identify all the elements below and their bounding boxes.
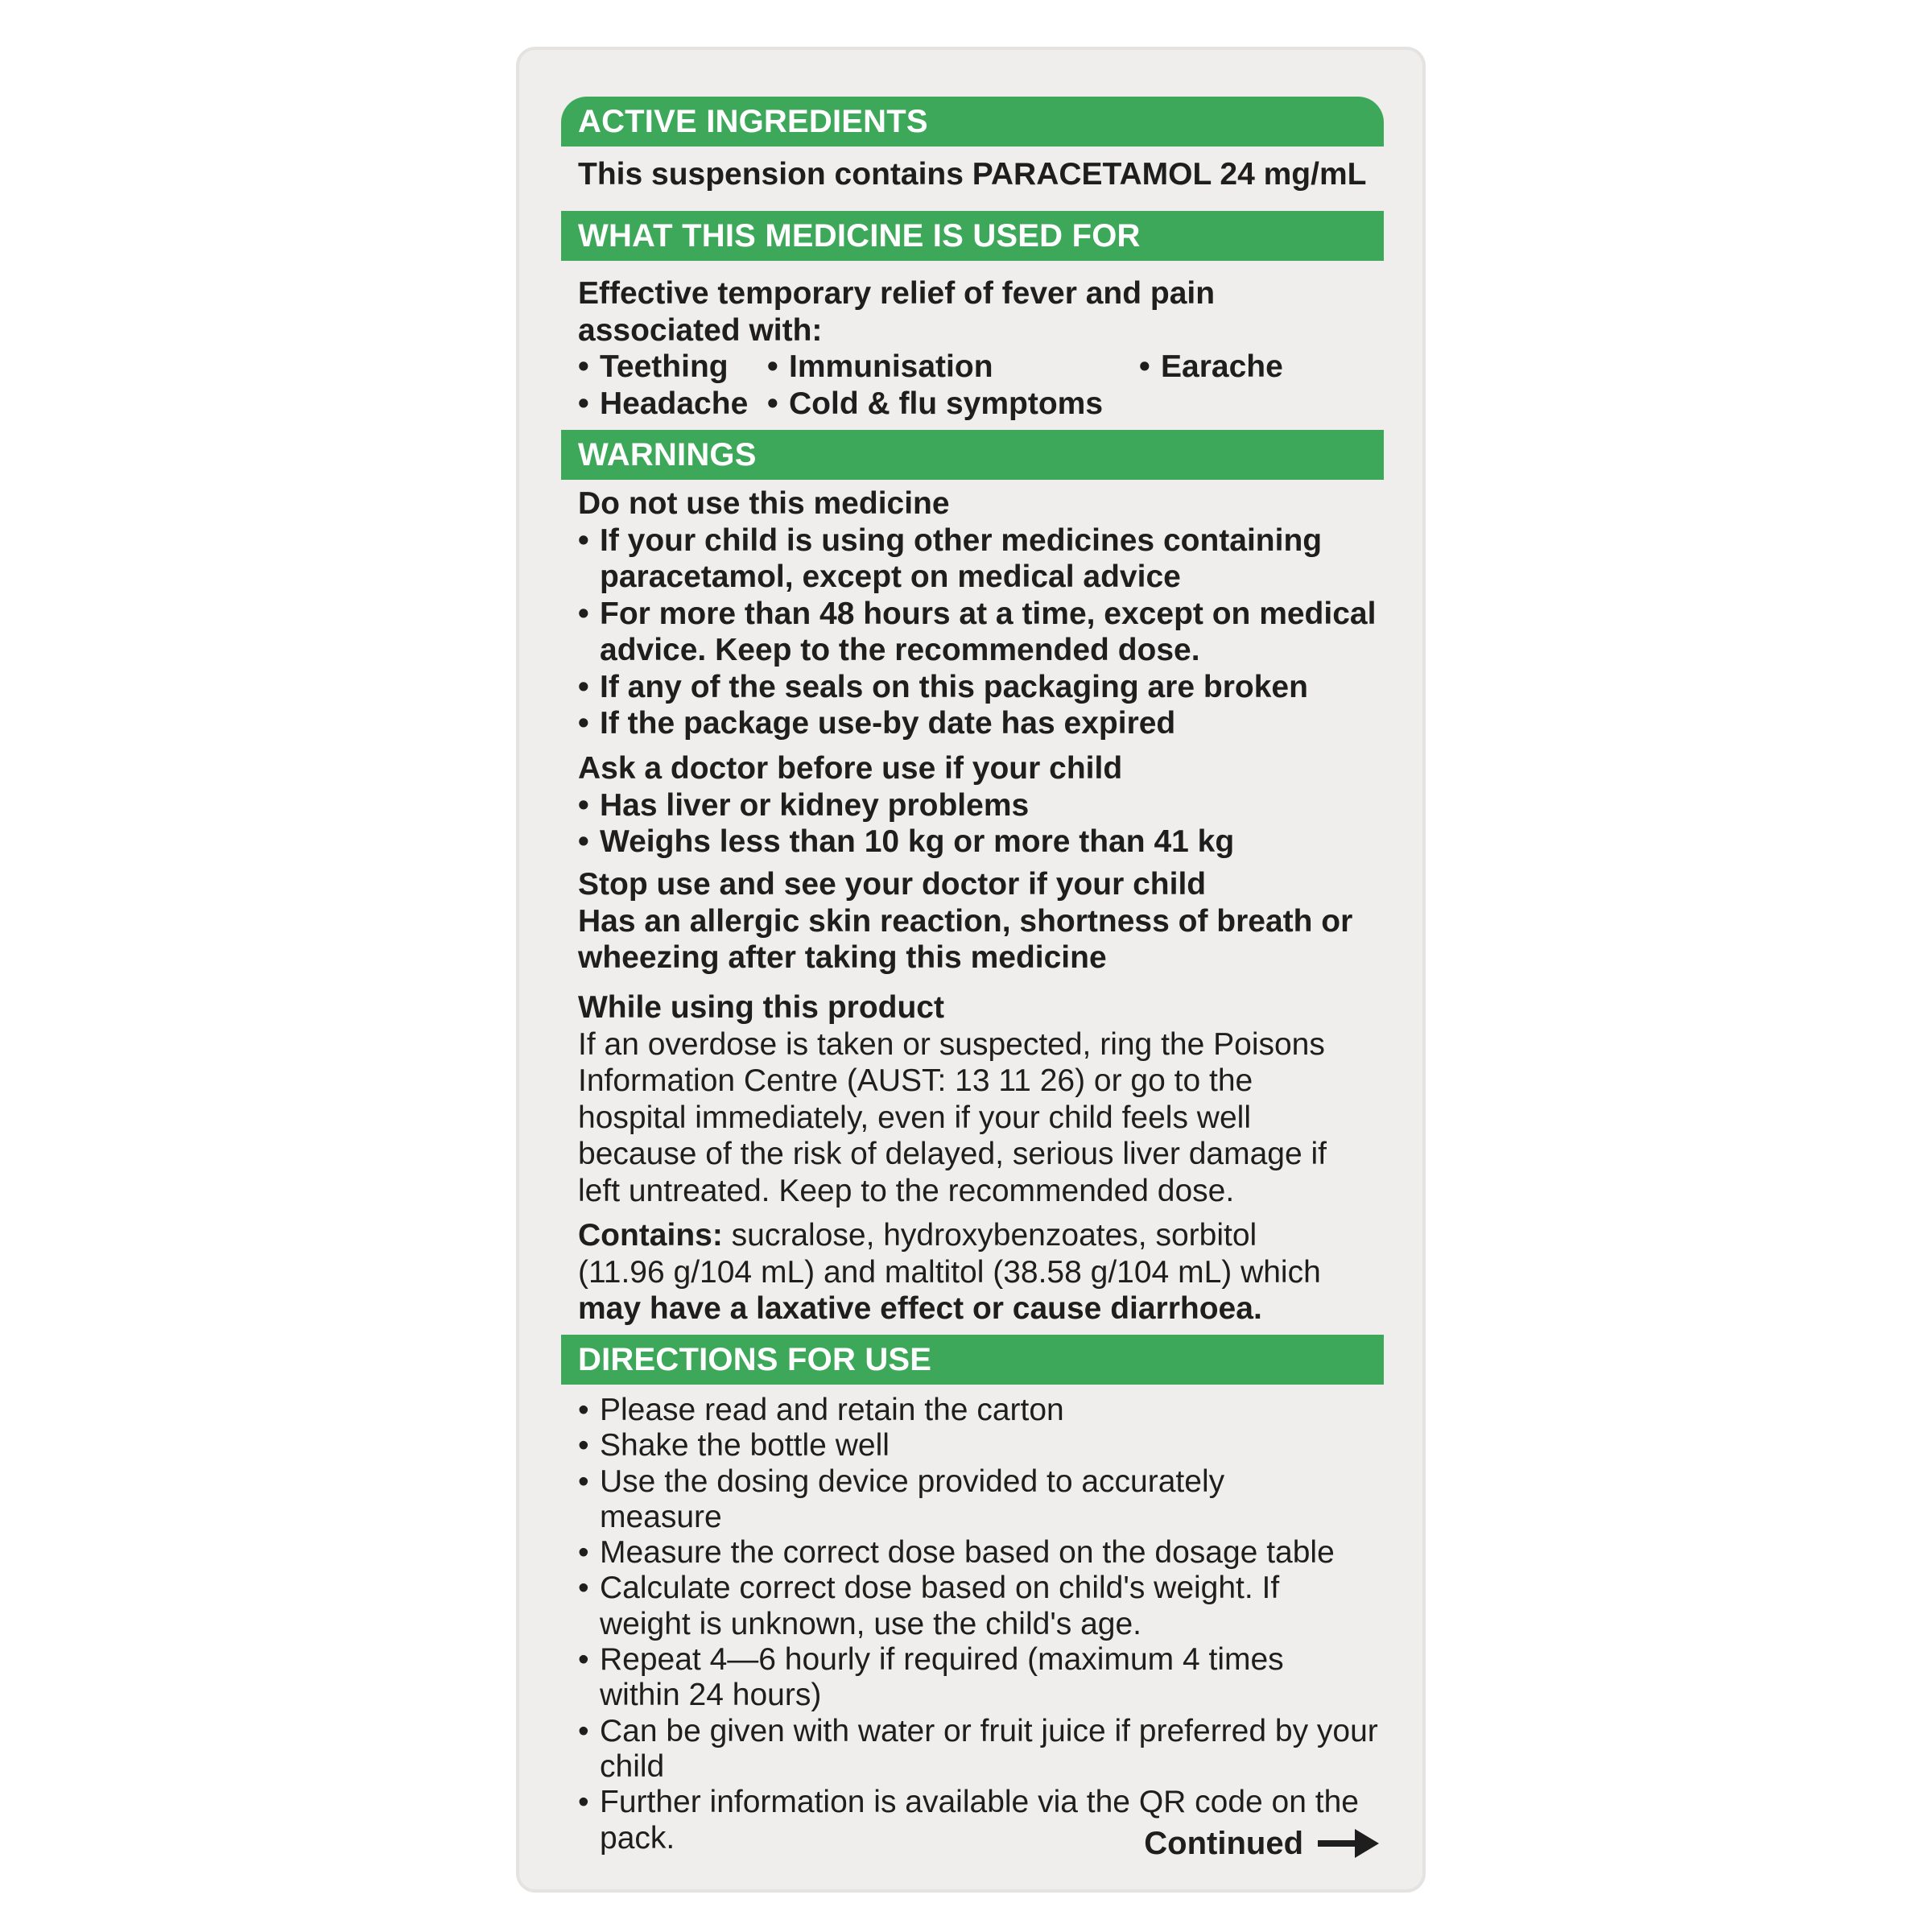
warnings-block-1: [578, 485, 1383, 742]
ask-doctor-title: Ask a doctor before use if your child: [578, 751, 1123, 786]
while-using-line: hospital immediately, even if your child feels well: [578, 1100, 1251, 1135]
do-not-use-title: Do not use this medicine: [578, 486, 950, 521]
active-ingredients-header: ACTIVE INGREDIENTS: [561, 97, 1384, 147]
list-item: • Has liver or kidney problems: [578, 787, 1234, 824]
active-ingredients-text: This suspension contains PARACETAMOL 24 mg/mL: [578, 157, 1367, 192]
stop-use-title: Stop use and see your doctor if your child: [578, 867, 1207, 902]
while-using-line: Information Centre (AUST: 13 11 26) or go to the: [578, 1063, 1253, 1098]
directions-list: [578, 1393, 1383, 1856]
stop-use-text: wheezing after taking this medicine: [578, 940, 1107, 975]
list-item: • If your child is using other medicines containing paracetamol, except on medical advice: [578, 522, 1348, 596]
directions-header: DIRECTIONS FOR USE: [561, 1335, 1384, 1385]
medicine-label-panel: [516, 47, 1426, 1893]
list-item: • Calculate correct dose based on child's weight. If weight is unknown, use the child's age.: [578, 1571, 1308, 1642]
used-for-list-col2: [767, 349, 1103, 422]
used-for-intro-line: associated with:: [578, 312, 823, 348]
continued-label: Continued: [1144, 1826, 1303, 1861]
contains-text: sucralose, hydroxybenzoates, sorbitol: [722, 1218, 1257, 1253]
used-for-intro-line: Effective temporary relief of fever and pain: [578, 276, 1216, 311]
warnings-block-2: [578, 750, 1234, 861]
warnings-header: WARNINGS: [561, 430, 1384, 480]
list-item: • Repeat 4—6 hourly if required (maximum 4 times within 24 hours): [578, 1642, 1356, 1714]
list-item: • For more than 48 hours at a time, except on medical advice. Keep to the recommended dose.: [578, 596, 1405, 669]
warnings-block-3: [578, 866, 1352, 976]
list-item: • Headache: [578, 386, 748, 423]
list-item: • Weighs less than 10 kg or more than 41 kg: [578, 824, 1234, 861]
contains-text: (11.96 g/104 mL) and maltitol (38.58 g/104 mL) which: [578, 1254, 1321, 1290]
used-for-list-col3: [1139, 349, 1283, 386]
continued-indicator: [1144, 1823, 1379, 1864]
while-using-title: While using this product: [578, 990, 944, 1025]
used-for-header: WHAT THIS MEDICINE IS USED FOR: [561, 211, 1384, 261]
list-item: • Shake the bottle well: [578, 1428, 1383, 1463]
list-item: • Earache: [1139, 349, 1283, 386]
while-using-line: If an overdose is taken or suspected, ring the Poisons: [578, 1026, 1325, 1062]
contains-label: Contains:: [578, 1218, 723, 1253]
list-item: • If any of the seals on this packaging are broken: [578, 669, 1383, 706]
used-for-list-col1: [578, 349, 748, 422]
stop-use-text: Has an allergic skin reaction, shortness of breath or: [578, 903, 1353, 939]
list-item: • Use the dosing device provided to accurately measure: [578, 1464, 1300, 1536]
list-item: • Can be given with water or fruit juice if preferred by your child: [578, 1714, 1397, 1785]
list-item: • Further information is available via the QR code on the pack.: [578, 1785, 1373, 1856]
list-item: • Immunisation: [767, 349, 1103, 386]
list-item: • Measure the correct dose based on the dosage table: [578, 1535, 1405, 1571]
warnings-block-4: [578, 989, 1327, 1209]
list-item: • Please read and retain the carton: [578, 1393, 1383, 1428]
contains-block: [578, 1217, 1321, 1327]
while-using-line: because of the risk of delayed, serious liver damage if: [578, 1137, 1327, 1171]
while-using-line: left untreated. Keep to the recommended dose.: [578, 1173, 1235, 1208]
list-item: • Teething: [578, 349, 748, 386]
used-for-intro: [578, 275, 1215, 349]
list-item: • If the package use-by date has expired: [578, 705, 1383, 742]
list-item: • Cold & flu symptoms: [767, 386, 1103, 423]
contains-text: may have a laxative effect or cause diarrhoea.: [578, 1291, 1262, 1326]
arrow-right-icon: [1318, 1827, 1379, 1860]
